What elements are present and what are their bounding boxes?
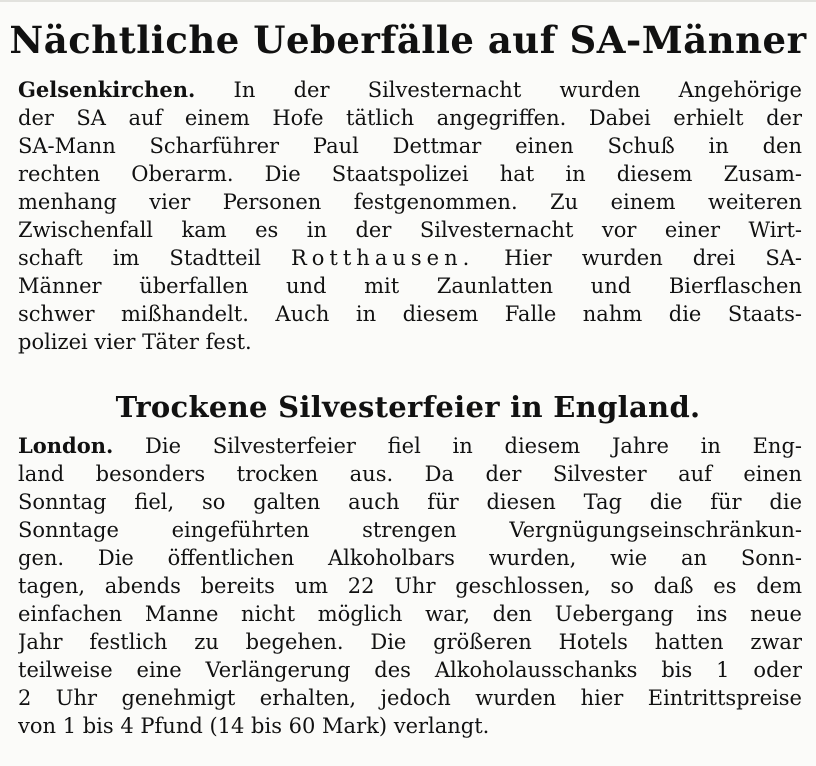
article-1-line-7 <box>18 244 802 272</box>
article-2-text: Die Silvesterfeier fiel in diesem Jahre in Eng- <box>113 434 802 458</box>
article-2-line-1 <box>18 432 802 460</box>
article-2-line-8: Jahr festlich zu begehen. Die größeren Hotels hatten zwar <box>18 630 802 654</box>
article-1-text: schaft im Stadtteil <box>18 246 291 270</box>
scan-edge <box>0 0 816 2</box>
article-1-line-3: SA-Mann Scharführer Paul Dettmar einen Schuß in den <box>18 134 802 158</box>
article-1-line-10: polizei vier Täter fest. <box>18 330 252 354</box>
article-1-line-8: Männer überfallen und mit Zaunlatten und Bierflaschen <box>18 274 802 298</box>
article-1-place-name: Rotthausen. <box>290 246 475 270</box>
article-2-line-2: land besonders trocken aus. Da der Silvester auf einen <box>18 462 802 486</box>
article-1-line-1 <box>18 76 802 104</box>
article-2-line-11: von 1 bis 4 Pfund (14 bis 60 Mark) verlangt. <box>18 714 490 738</box>
article-2-line-7: einfachen Manne nicht möglich war, den Uebergang ins neue <box>18 602 802 626</box>
article-2-line-6: tagen, abends bereits um 22 Uhr geschlossen, so daß es dem <box>18 574 802 598</box>
article-1-line-5: menhang vier Personen festgenommen. Zu einem weiteren <box>18 190 802 214</box>
article-1-text: In der Silvesternacht wurden Angehörige <box>195 78 802 102</box>
article-2-headline: Trockene Silvesterfeier in England. <box>115 390 701 424</box>
article-1-line-2: der SA auf einem Hofe tätlich angegriffen. Dabei erhielt der <box>18 106 802 130</box>
article-1-line-6: Zwischenfall kam es in der Silvesternacht vor einer Wirt- <box>18 218 802 242</box>
article-2-line-4: Sonntage eingeführten strengen Vergnügungseinschränkun- <box>18 518 802 542</box>
article-1-text: Hier wurden drei SA- <box>474 246 802 270</box>
article-2-line-9: teilweise eine Verlängerung des Alkoholausschanks bis 1 oder <box>18 658 802 682</box>
article-2-line-10: 2 Uhr genehmigt erhalten, jedoch wurden hier Eintrittspreise <box>18 686 802 710</box>
article-2-line-5: gen. Die öffentlichen Alkoholbars wurden, wie an Sonn- <box>18 546 802 570</box>
article-2-dateline: London. <box>18 433 114 458</box>
article-1-headline: Nächtliche Ueberfälle auf SA-Männer <box>9 18 807 62</box>
article-1-line-4: rechten Oberarm. Die Staatspolizei hat in diesem Zusam- <box>18 162 802 186</box>
article-1-dateline: Gelsenkirchen. <box>18 77 196 102</box>
article-2-line-3: Sonntag fiel, so galten auch für diesen Tag die für die <box>18 490 802 514</box>
article-1-line-9: schwer mißhandelt. Auch in diesem Falle nahm die Staats- <box>18 302 802 326</box>
